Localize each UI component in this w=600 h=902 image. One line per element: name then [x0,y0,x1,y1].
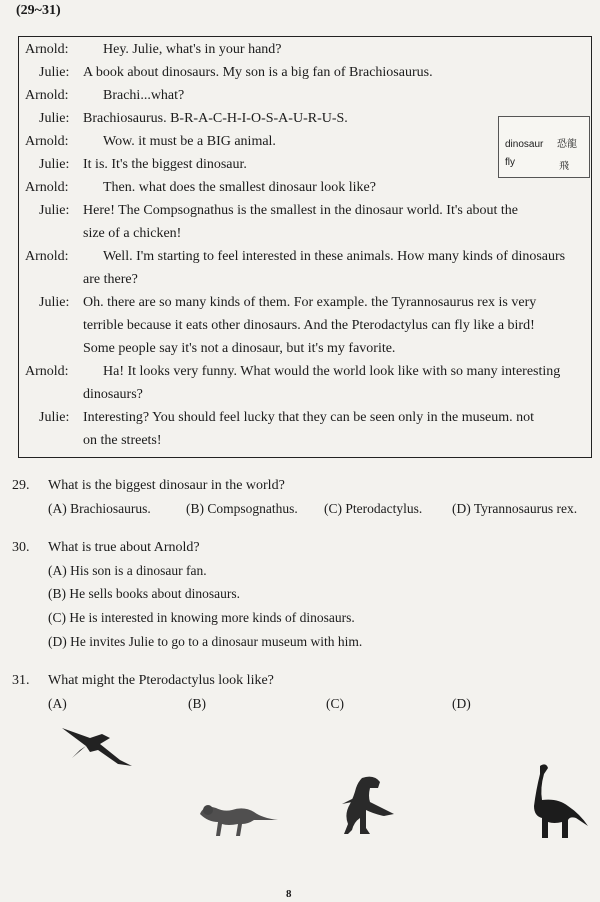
question-text: What is the biggest dinosaur in the world? [48,478,285,493]
speaker-label: Arnold: [25,180,69,195]
speech-continuation: are there? [83,272,138,287]
page-number: 8 [286,888,292,900]
option-a: (A) [48,696,67,711]
speech-text: Then. what does the smallest dinosaur look like? [103,180,376,195]
speech-continuation: size of a chicken! [83,226,182,241]
option-a: (A) Brachiosaurus. [48,501,151,516]
speaker-label: Arnold: [25,364,69,379]
question-number: 30. [12,540,30,555]
page-range: (29~31) [16,3,61,18]
option-d: (D) [452,696,471,711]
speaker-label: Arnold: [25,42,69,57]
speaker-label: Arnold: [25,134,69,149]
speaker-label: Julie: [39,295,70,310]
speech-text: Brachiosaurus. B-R-A-C-H-I-O-S-A-U-R-U-S. [83,111,348,126]
question-number: 29. [12,478,30,493]
option-b: (B) Compsognathus. [186,501,298,516]
dialogue-box [18,36,592,458]
speaker-label: Arnold: [25,88,69,103]
speaker-label: Julie: [39,65,70,80]
speech-text: Well. I'm starting to feel interested in these animals. How many kinds of dinosaurs [103,249,566,264]
glossary-meaning: 飛 [559,161,569,172]
speaker-label: Julie: [39,410,70,425]
speech-text: Brachi...what? [103,88,185,103]
speech-text: Wow. it must be a BIG animal. [103,134,276,149]
speech-text: Oh. there are so many kinds of them. For example. the Tyrannosaurus rex is very [83,295,537,310]
question-text: What might the Pterodactylus look like? [48,673,274,688]
question-text: What is true about Arnold? [48,540,200,555]
option-d: (D) Tyrannosaurus rex. [452,501,578,516]
speech-continuation: on the streets! [83,433,162,448]
speaker-label: Arnold: [25,249,69,264]
pterodactyl-image [60,720,150,775]
brachiosaurus-image [510,760,590,840]
option-c: (C) Pterodactylus. [324,501,423,516]
glossary-word: fly [505,157,515,168]
speech-text: Here! The Compsognathus is the smallest in the dinosaur world. It's about the [83,203,519,218]
tyrannosaurus-image [322,770,402,840]
speech-continuation: dinosaurs? [83,387,143,402]
option-b: (B) He sells books about dinosaurs. [48,586,240,601]
glossary-meaning: 恐龍 [557,139,577,150]
speech-text: Ha! It looks very funny. What would the world look like with so many interesting [103,364,561,379]
speech-text: A book about dinosaurs. My son is a big fan of Brachiosaurus. [83,65,433,80]
speech-text: It is. It's the biggest dinosaur. [83,157,247,172]
question-number: 31. [12,673,30,688]
glossary-word: dinosaur [505,139,544,150]
compsognathus-image [192,790,282,840]
option-a: (A) His son is a dinosaur fan. [48,563,207,578]
speech-text: Hey. Julie, what's in your hand? [103,42,282,57]
glossary-box [498,116,590,178]
option-c: (C) He is interested in knowing more kinds of dinosaurs. [48,610,355,625]
speaker-label: Julie: [39,203,70,218]
speaker-label: Julie: [39,157,70,172]
option-c: (C) [326,696,344,711]
speech-continuation: Some people say it's not a dinosaur, but it's my favorite. [83,341,396,356]
speech-text: Interesting? You should feel lucky that they can be seen only in the museum. not [83,410,535,425]
speaker-label: Julie: [39,111,70,126]
speech-continuation: terrible because it eats other dinosaurs. And the Pterodactylus can fly like a bird! [83,318,535,333]
option-d: (D) He invites Julie to go to a dinosaur museum with him. [48,634,363,649]
option-b: (B) [188,696,206,711]
